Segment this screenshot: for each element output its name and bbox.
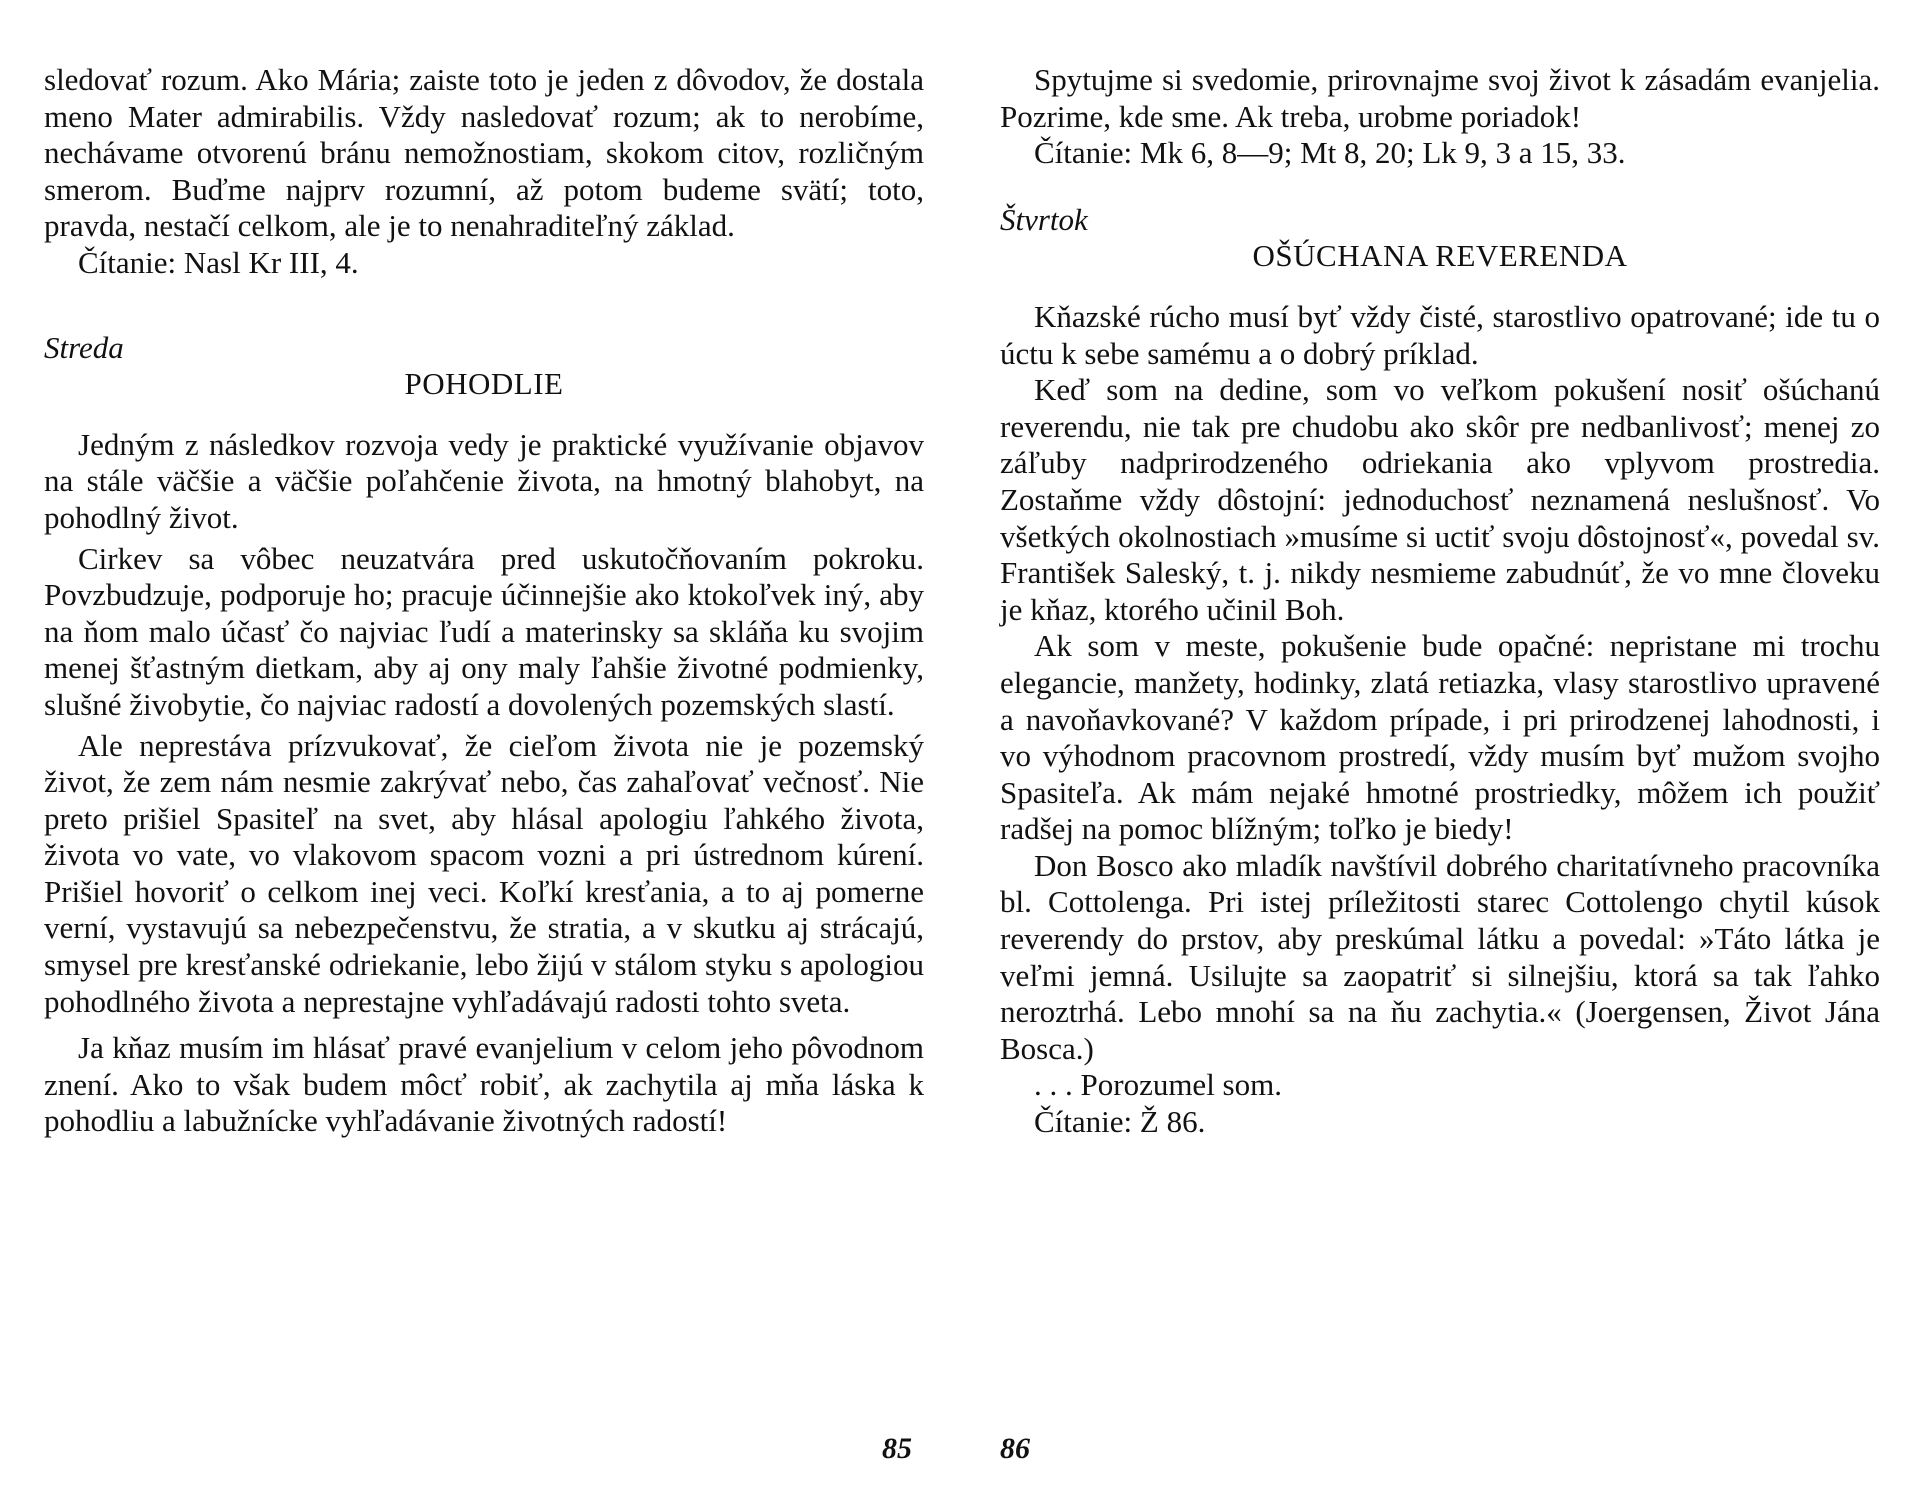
left-page [44,62,924,1140]
left-paragraph: Ja kňaz musím im hlásať pravé evanjelium v celom jeho pôvodnom znení. Ako to však budem môcť robiť, ak zachytila aj mňa láska k pohodliu a labužnícke vyhľadávanie životných radostí! [44,1030,924,1139]
right-opening-paragraph: Spytujme si svedomie, prirovnajme svoj život k zásadám evanjelia. Pozrime, kde sme. Ak treba, urobme poriadok! [1000,62,1880,134]
left-opening-reading: Čítanie: Nasl Kr III, 4. [78,244,359,280]
right-paragraph: Keď som na dedine, som vo veľkom pokušení nosiť ošúchanú reverendu, nie tak pre chudobu ako skôr pre nedbanlivosť; menej zo záľuby nadprirodzeného odriekania ako vplyvom prostredia. Zostaňme vždy dôstojní: jednoduchosť neznamená neslušnosť. Vo všetkých okolnostiach »musíme si uctiť svoju dôstojnosť«, povedal sv. František Saleský, t. j. nikdy nesmieme zabudnúť, že vo mne človeku je kňaz, ktorého učinil Boh. [1000,372,1880,627]
right-day-label: Štvrtok [1000,201,1088,237]
left-day-label: Streda [44,329,124,365]
right-page [1000,62,1880,1141]
left-paragraph: Ale neprestáva prízvukovať, že cieľom života nie je pozemský život, že zem nám nesmie zakrývať nebo, čas zahaľovať večnosť. Nie preto prišiel Spasiteľ na svet, aby hlásal apologiu ľahkého života, života vo vate, vo vlakovom spacom vozni a pri ústrednom kúrení. Prišiel hovoriť o celkom inej veci. Koľkí kresťania, a to aj pomerne verní, vystavujú sa nebezpečenstvu, že stratia, a v skutku aj strácajú, smysel pre kresťanské odriekanie, lebo žijú v stálom styku s apologiou pohodlného života a neprestajne vyhľadávajú radosti tohto sveta. [44,727,924,1019]
right-paragraph: Ak som v meste, pokušenie bude opačné: nepristane mi trochu elegancie, manžety, hodinky, zlatá retiazka, vlasy starostlivo upravené a navoňavkované? V každom prípade, i pri prirodzenej lahodnosti, i vo výhodnom pracovnom prostredí, vždy musím byť mužom svojho Spasiteľa. Ak mám nejaké hmotné prostriedky, môžem ich použiť radšej na pomoc blížným; toľko je biedy! [1000,628,1880,847]
left-section-title: POHODLIE [404,366,564,402]
right-closing-line: . . . Porozumel som. [1034,1067,1282,1103]
right-closing-reading: Čítanie: Ž 86. [1034,1104,1206,1140]
page-number-left: 85 [882,1432,912,1465]
page-number-right: 86 [1000,1432,1030,1465]
right-paragraph: Kňazské rúcho musí byť vždy čisté, starostlivo opatrované; ide tu o úctu k sebe samému a o dobrý príklad. [1000,298,1880,371]
left-paragraph: Cirkev sa vôbec neuzatvára pred uskutočňovaním pokroku. Povzbudzuje, podporuje ho; pracuje účinnejšie ako ktokoľvek iný, aby na ňom malo účasť čo najviac ľudí a materinsky sa skláňa ku svojim menej šťastným dietkam, aby aj ony maly ľahšie životné podmienky, slušné živobytie, čo najviac radostí a dovolených pozemských slastí. [44,540,924,722]
left-paragraph: Jedným z následkov rozvoja vedy je praktické využívanie objavov na stále väčšie a väčšie poľahčenie života, na hmotný blahobyt, na pohodlný život. [44,426,924,535]
right-paragraph: Don Bosco ako mladík navštívil dobrého charitatívneho pracovníka bl. Cottolenga. Pri istej príležitosti starec Cottolengo chytil kúsok reverendy do prstov, aby preskúmal látku a povedal: »Táto látka je veľmi jemná. Usilujte sa zaopatriť si silnejšiu, ktorá sa tak ľahko neroztrhá. Lebo mnohí sa na ňu zachytia.« (Joergensen, Život Jána Bosca.) [1000,847,1880,1066]
right-opening-reading: Čítanie: Mk 6, 8—9; Mt 8, 20; Lk 9, 3 a 15, 33. [1034,135,1626,171]
left-opening-paragraph: sledovať rozum. Ako Mária; zaiste toto je jeden z dôvodov, že dostala meno Mater admirabilis. Vždy nasledovať rozum; ak to nerobíme, nechávame otvorenú bránu nemožnostiam, skokom citov, rozličným smerom. Buďme najprv rozumní, až potom budeme svätí; toto, pravda, nestačí celkom, ale je to nenahraditeľný základ. [44,62,924,244]
right-section-title: OŠÚCHANA REVERENDA [1252,238,1628,274]
